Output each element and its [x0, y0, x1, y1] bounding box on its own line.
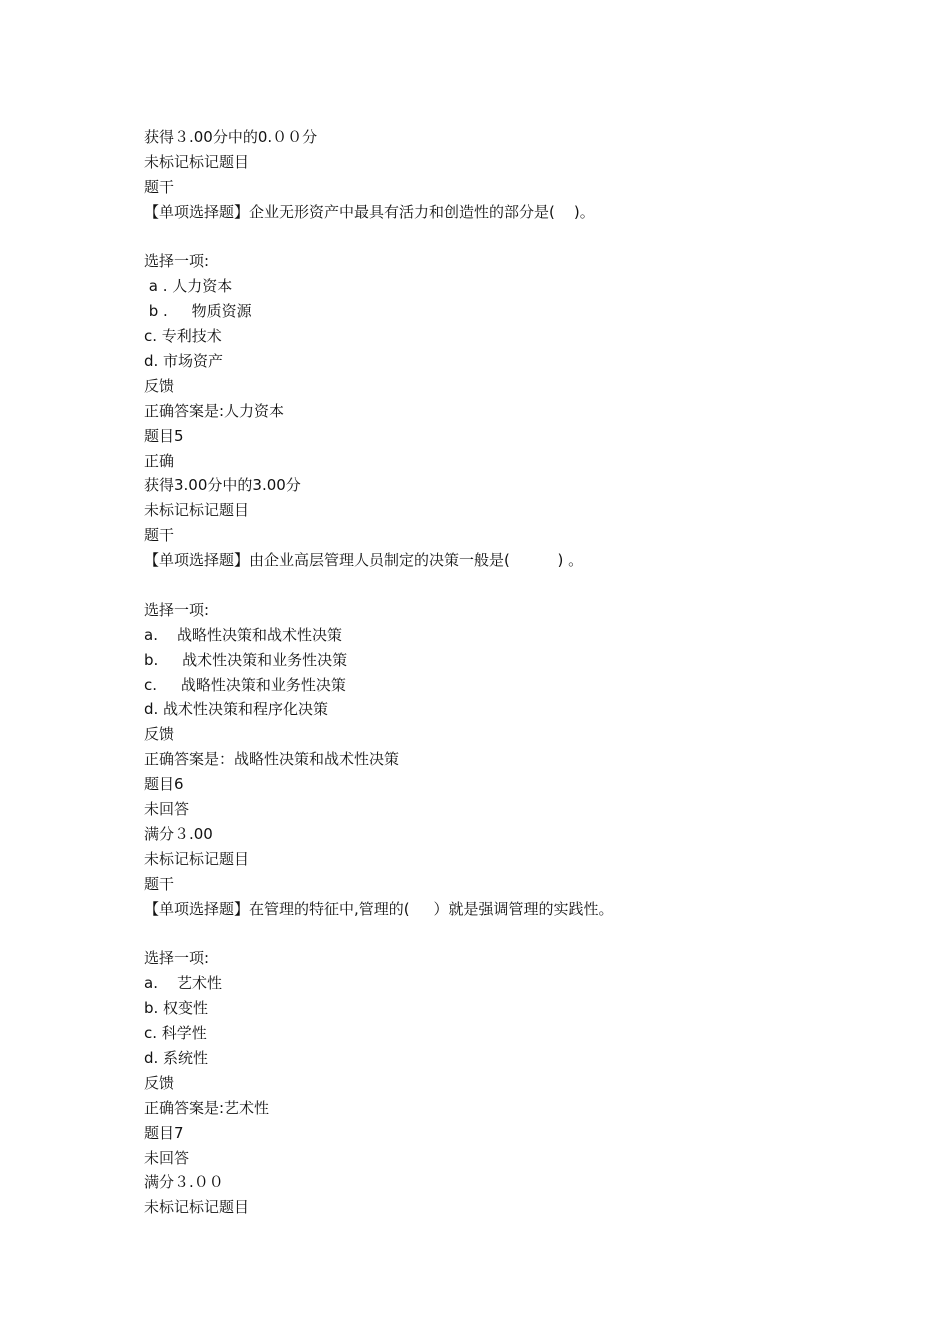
choose-one-label: 选择一项:	[144, 949, 210, 968]
question-stem-label: 题干	[144, 526, 175, 545]
spacer	[144, 922, 904, 947]
option-c-q4[interactable]: c. 专利技术	[144, 327, 222, 346]
spacer	[144, 573, 904, 598]
document-page	[144, 125, 904, 1220]
flag-question-q7[interactable]: 未标记标记题目	[144, 1198, 250, 1217]
option-c-q5[interactable]: c. 战略性决策和业务性决策	[144, 675, 346, 694]
option-d-q4[interactable]: d. 市场资产	[144, 352, 224, 371]
question-text-q5: 【单项选择题】由企业高层管理人员制定的决策一般是( ) 。	[144, 551, 584, 570]
flag-question-q5[interactable]: 未标记标记题目	[144, 501, 250, 520]
feedback-label: 反馈	[144, 376, 175, 395]
option-d-q5[interactable]: d. 战术性决策和程序化决策	[144, 700, 329, 719]
question-number-6: 题目6	[144, 775, 184, 794]
question-text-q6: 【单项选择题】在管理的特征中,管理的( ）就是强调管理的实践性。	[144, 899, 614, 918]
option-c-q6[interactable]: c. 科学性	[144, 1024, 207, 1043]
option-a-q5[interactable]: a. 战略性决策和战术性决策	[144, 625, 343, 644]
correct-answer-q5: 正确答案是：战略性决策和战术性决策	[144, 750, 400, 769]
question-text-q4: 【单项选择题】企业无形资产中最具有活力和创造性的部分是( )。	[144, 202, 595, 221]
choose-one-label: 选择一项:	[144, 252, 210, 271]
score-line-q5: 获得3.00分中的3.00分	[144, 476, 301, 495]
option-a-q4[interactable]: a . 人力资本	[144, 277, 233, 296]
option-d-q6[interactable]: d. 系统性	[144, 1048, 209, 1067]
correct-answer-q4: 正确答案是:人力资本	[144, 401, 285, 420]
feedback-label: 反馈	[144, 1073, 175, 1092]
max-score-q6: 满分３.00	[144, 824, 213, 843]
choose-one-label: 选择一项:	[144, 600, 210, 619]
question-number-7: 题目7	[144, 1123, 184, 1142]
option-a-q6[interactable]: a. 艺术性	[144, 974, 223, 993]
option-b-q5[interactable]: b. 战术性决策和业务性决策	[144, 650, 348, 669]
status-q7: 未回答	[144, 1148, 190, 1167]
spacer	[144, 225, 904, 250]
score-line-q4: 获得３.00分中的0.００分	[144, 128, 318, 146]
status-q5: 正确	[144, 451, 175, 470]
option-b-q6[interactable]: b. 权变性	[144, 999, 209, 1018]
max-score-q7: 满分３.００	[144, 1173, 224, 1192]
status-q6: 未回答	[144, 800, 190, 819]
option-b-q4[interactable]: b . 物质资源	[144, 302, 252, 321]
question-stem-label: 题干	[144, 177, 175, 196]
flag-question-q6[interactable]: 未标记标记题目	[144, 849, 250, 868]
question-stem-label: 题干	[144, 874, 175, 893]
question-number-5: 题目5	[144, 426, 184, 445]
correct-answer-q6: 正确答案是:艺术性	[144, 1098, 270, 1117]
feedback-label: 反馈	[144, 725, 175, 744]
flag-question-q4[interactable]: 未标记标记题目	[144, 152, 250, 171]
